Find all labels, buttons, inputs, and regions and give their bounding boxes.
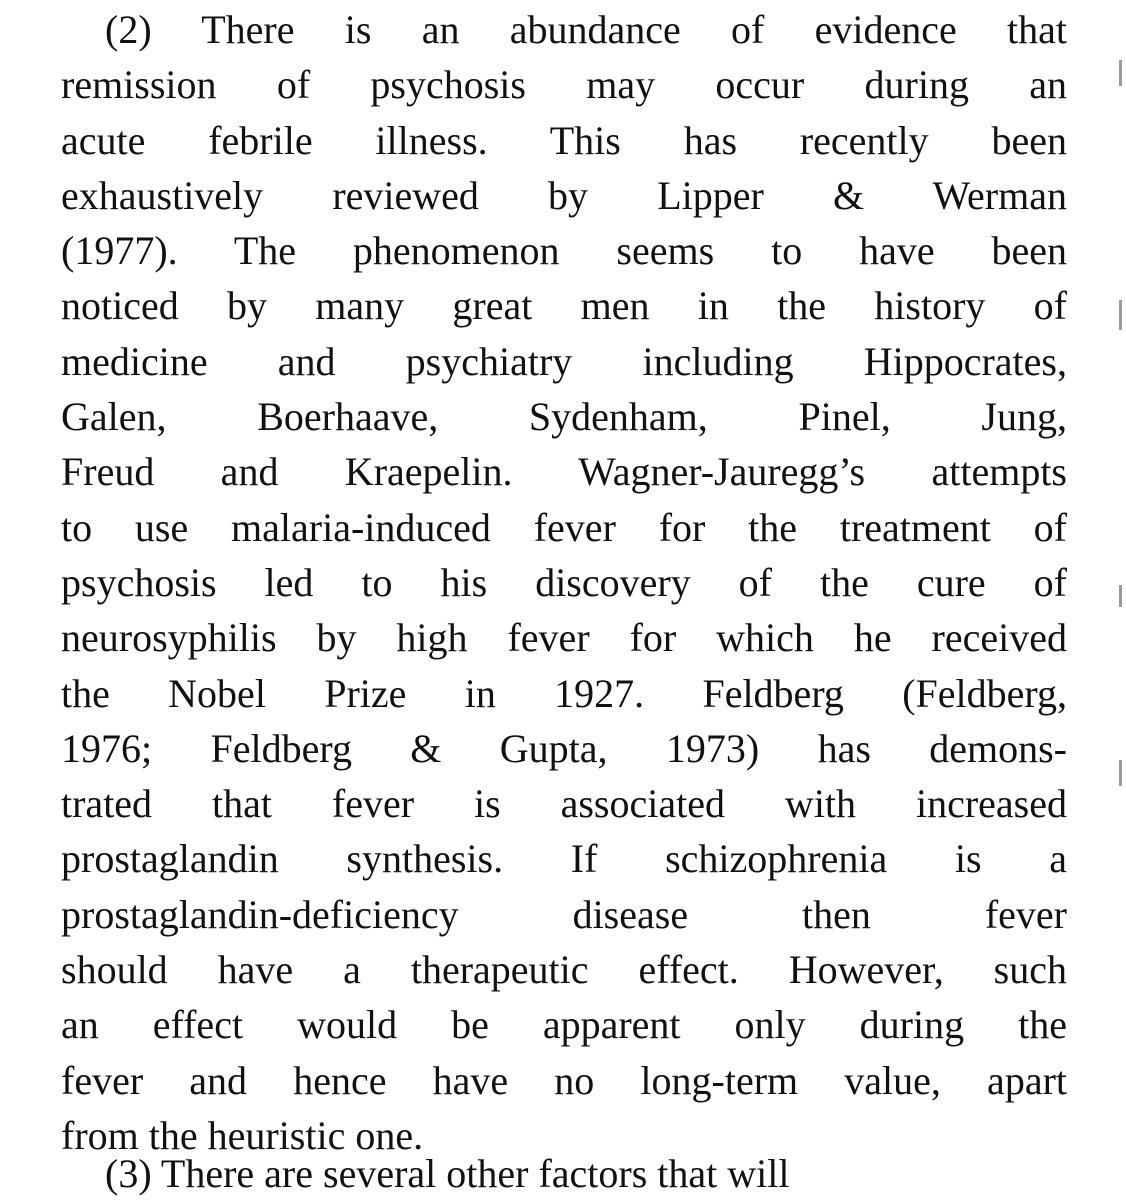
text-line: prostaglandin synthesis. If schizophrenia is a (61, 836, 1067, 882)
scan-margin-mark (1119, 300, 1122, 330)
text-line: noticed by many great men in the history of (61, 283, 1067, 329)
text-line: (2) There is an abundance of evidence that (105, 7, 1067, 52)
text-line: Freud and Kraepelin. Wagner-Jauregg’s attempts (61, 449, 1067, 495)
text-line: an effect would be apparent only during the (61, 1002, 1067, 1048)
scan-margin-mark (1119, 60, 1122, 86)
text-line: fever and hence have no long-term value, apart (61, 1057, 1067, 1103)
text-line: trated that fever is associated with increased (61, 781, 1067, 827)
text-line: prostaglandin-deficiency disease then fever (61, 891, 1067, 937)
next-paragraph-cutoff (61, 1146, 1067, 1196)
text-line: should have a therapeutic effect. However, such (61, 947, 1067, 993)
scan-margin-mark (1119, 585, 1122, 607)
text-line: Galen, Boerhaave, Sydenham, Pinel, Jung, (61, 394, 1067, 440)
text-line: acute febrile illness. This has recently been (61, 117, 1067, 163)
text-line: remission of psychosis may occur during an (61, 62, 1067, 108)
text-line-partial: (3) There are several other factors that will (105, 1151, 790, 1196)
text-line: medicine and psychiatry including Hippocrates, (61, 338, 1067, 384)
text-line: (1977). The phenomenon seems to have been (61, 228, 1067, 274)
text-line: to use malaria-induced fever for the treatment of (61, 504, 1067, 550)
text-line: exhaustively reviewed by Lipper & Werman (61, 172, 1067, 218)
paragraph-fever-remission (61, 2, 1067, 1163)
text-line: the Nobel Prize in 1927. Feldberg (Feldberg, (61, 670, 1067, 716)
text-line-last: from the heuristic one. (61, 1112, 424, 1158)
text-line: 1976; Feldberg & Gupta, 1973) has demons- (61, 725, 1067, 771)
scan-margin-mark (1119, 760, 1122, 786)
text-line: psychosis led to his discovery of the cure of (61, 559, 1067, 605)
text-line: neurosyphilis by high fever for which he received (61, 615, 1067, 661)
